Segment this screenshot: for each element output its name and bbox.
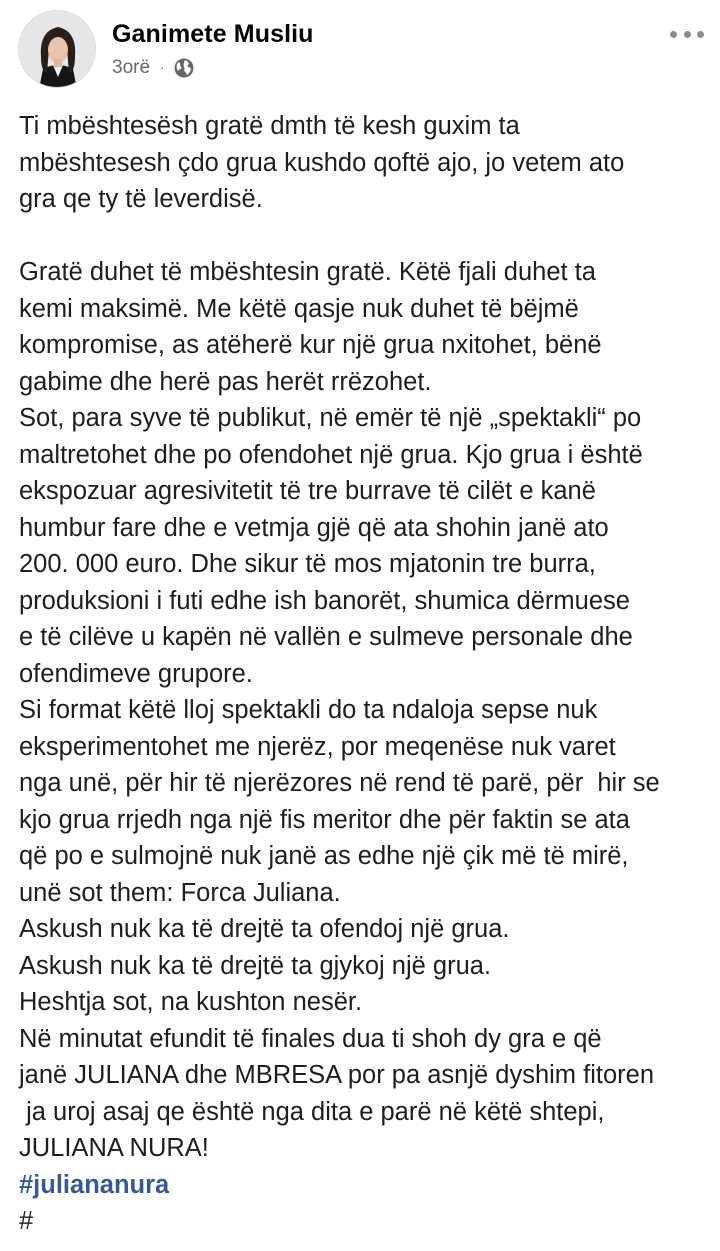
paragraph-gap: [19, 218, 709, 255]
post-line: Si format këtë lloj spektakli do ta ndaloja sepse nuk: [19, 696, 598, 724]
post-line: 200. 000 euro. Dhe sikur të mos mjatonin tre burra,: [19, 550, 596, 578]
more-dot: [684, 31, 691, 38]
post-line: që po e sulmojnë nuk janë as edhe një çik më të mirë,: [19, 842, 629, 870]
post-line: Gratë duhet të mbështesin gratë. Këtë fjali duhet ta: [19, 258, 596, 286]
post-line: ofendimeve grupore.: [19, 659, 253, 688]
post-line: Ti mbështesësh gratë dmth të kesh guxim ta: [19, 112, 520, 140]
post-line: kjo grua rrjedh nga një fis meritor dhe për faktin se ata: [19, 805, 630, 834]
post-timestamp[interactable]: 3orë: [112, 57, 151, 78]
post-text: [19, 108, 709, 1240]
post-line: produksioni i futi edhe ish banorët, shumica dërmuese: [19, 586, 630, 615]
more-dot: [670, 31, 677, 38]
post-line: gra qe ty të leverdisë.: [19, 185, 263, 213]
post-line: JULIANA NURA!: [19, 1134, 209, 1162]
post-line: kompromise, as atëherë kur një grua nxitohet, bënë: [19, 331, 602, 359]
post-line: Sot, para syve të publikut, në emër të një „spektakli“ po: [19, 404, 642, 432]
post-line: Heshtja sot, na kushton nesër.: [19, 988, 363, 1016]
post-line: janë JULIANA dhe MBRESA por pa asnjë dyshim fitoren: [19, 1061, 654, 1089]
post-line: nga unë, për hir të njerëzores në rend të parë, për hir se: [19, 769, 660, 797]
post-line: eksperimentohet me njerëz, por meqenëse nuk varet: [19, 732, 616, 761]
post-line: gabime dhe herë pas herët rrëzohet.: [19, 367, 432, 396]
post-line: unë sot them: Forca Juliana.: [19, 878, 341, 907]
hashtag-link[interactable]: #juliananura: [19, 1170, 170, 1199]
more-dot: [697, 31, 704, 38]
post-header: [0, 0, 720, 100]
post-line: humbur fare dhe e vetmja gjë që ata shohin janë ato: [19, 513, 609, 542]
post-line: e të cilëve u kapën në vallën e sulmeve personale dhe: [19, 623, 633, 651]
post-line: maltretohet dhe po ofendohet një grua. Kjo grua i është: [19, 440, 643, 469]
more-dots-icon[interactable]: [670, 22, 704, 46]
post-line: mbështesesh çdo grua kushdo qoftë ajo, jo vetem ato: [19, 148, 625, 177]
post-line: Në minutat efundit të finales dua ti shoh dy gra e që: [19, 1024, 602, 1053]
post-line: Askush nuk ka të drejtë ta ofendoj një grua.: [19, 915, 510, 943]
avatar-photo: [19, 11, 96, 88]
post-line: Askush nuk ka të drejtë ta gjykoj një grua.: [19, 951, 492, 980]
author-name[interactable]: Ganimete Musliu: [112, 20, 314, 48]
post-line: ekspozuar agresivitetit të tre burrave të cilët e kanë: [19, 477, 596, 505]
post-line: ja uroj asaj qe është nga dita e parë në këtë shtepi,: [19, 1097, 605, 1126]
meta-separator: ·: [160, 59, 165, 75]
author-avatar[interactable]: [18, 10, 96, 88]
trailing-hash: #: [19, 1207, 34, 1235]
post-line: kemi maksimë. Me këtë qasje nuk duhet të bëjmë: [19, 294, 579, 323]
post-meta: [112, 56, 195, 80]
globe-icon: [173, 57, 195, 79]
